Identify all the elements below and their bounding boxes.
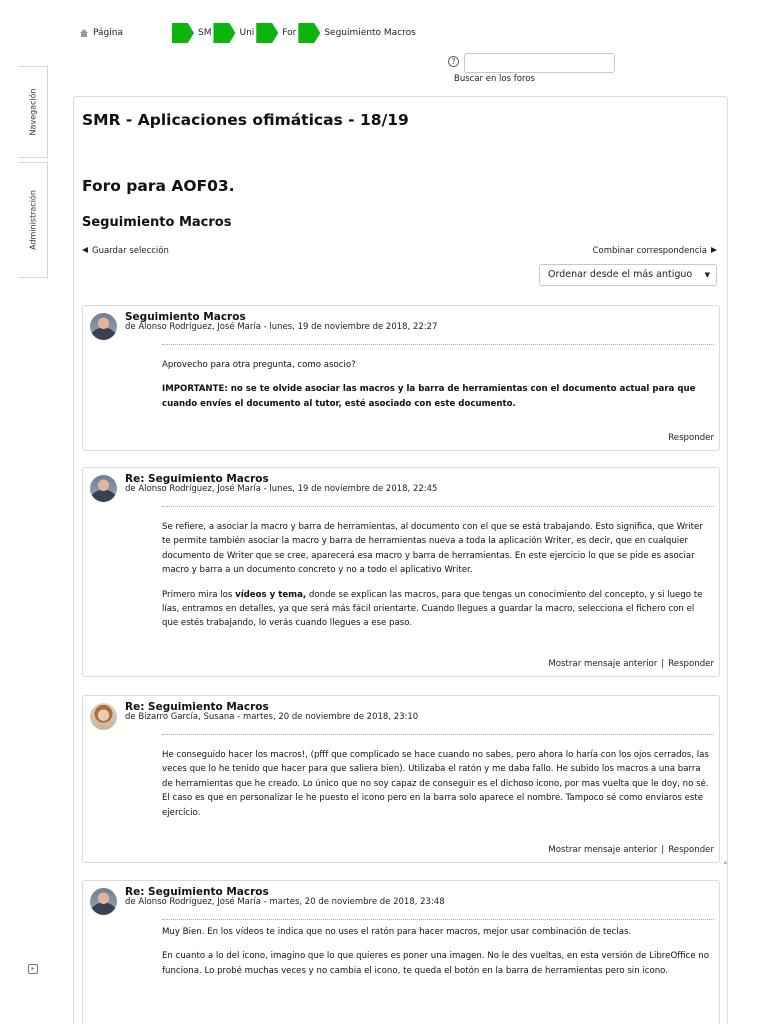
post-subject: Re: Seguimiento Macros (125, 473, 269, 485)
reply-link[interactable]: Responder (668, 433, 714, 443)
post-subject: Re: Seguimiento Macros (125, 701, 269, 713)
post-author-line: de Alonso Rodríguez, José María - lunes, 19 de noviembre de 2018, 22:27 (125, 322, 438, 332)
action-separator: | (661, 845, 665, 855)
avatar[interactable] (90, 888, 117, 915)
breadcrumb-separator-icon (256, 23, 278, 43)
administration-dock-label: Administración (28, 190, 37, 250)
breadcrumb-home[interactable] (80, 28, 172, 38)
show-parent-link[interactable]: Mostrar mensaje anterior (548, 659, 658, 669)
forum-post (82, 305, 720, 451)
post-body (162, 520, 709, 641)
post-body (162, 358, 709, 421)
post-body (162, 925, 709, 988)
previous-discussion-link[interactable] (82, 246, 169, 256)
post-author-line: de Alonso Rodríguez, José María - lunes, 19 de noviembre de 2018, 22:45 (125, 484, 438, 494)
post-paragraph: En cuanto a lo del icono, imagino que lo que quieres es poner una imagen. No le des vueltas, en esta versión de LibreOffice no funciona. Lo probé muchas veces y no cambia el icono, te queda el botón en la barra de herramientas pero sin icono. (162, 951, 709, 976)
breadcrumb (80, 22, 418, 44)
arrow-right-icon (711, 247, 717, 253)
post-bold-paragraph: IMPORTANTE: no se te olvide asociar las macros y la barra de herramientas con el documento actual para que cuando envíes el documento al tutor, esté asociado con este documento. (162, 384, 696, 409)
reply-link[interactable]: Responder (668, 659, 714, 669)
avatar[interactable] (90, 703, 117, 730)
dock-toggle-icon[interactable]: ▸ (28, 964, 38, 974)
scroll-to-top-icon[interactable]: ˄ (723, 862, 728, 872)
forum-search-input[interactable] (464, 53, 615, 73)
post-subject: Seguimiento Macros (125, 311, 246, 323)
post-divider (162, 344, 714, 345)
sort-order-select[interactable] (539, 264, 717, 286)
post-actions (548, 659, 714, 669)
course-title: SMR - Aplicaciones ofimáticas - 18/19 (82, 111, 409, 129)
previous-discussion-label: Guardar selección (92, 246, 169, 256)
breadcrumb-separator-icon (298, 23, 320, 43)
forum-post (82, 695, 720, 863)
breadcrumb-item-unit[interactable]: Uni (239, 28, 255, 38)
next-discussion-link[interactable] (593, 246, 717, 256)
post-text: Primero mira los (162, 589, 236, 600)
action-separator: | (661, 659, 665, 669)
breadcrumb-home-label: Página (93, 28, 123, 38)
post-body (162, 748, 709, 830)
reply-link[interactable]: Responder (668, 845, 714, 855)
post-paragraph: Muy Bien. En los vídeos te indica que no uses el ratón para hacer macros, mejor usar combinación de teclas. (162, 927, 632, 937)
chevron-down-icon: ▼ (704, 271, 710, 279)
administration-dock-tab[interactable] (18, 162, 48, 278)
breadcrumb-item-course[interactable]: SM (198, 28, 212, 38)
show-parent-link[interactable]: Mostrar mensaje anterior (548, 845, 658, 855)
breadcrumb-separator-icon (172, 23, 194, 43)
post-actions (548, 845, 714, 855)
discussion-title: Seguimiento Macros (82, 215, 232, 230)
arrow-left-icon (82, 247, 88, 253)
forum-post (82, 467, 720, 677)
home-icon (80, 29, 88, 37)
post-text: donde se explican las macros, para que tengas un conocimiento del concepto, y si luego te lías, entramos en detalles, ya que será más fácil orientarte. Cuando llegues a guardar la macro, selecciona el fichero con el que estés trabajando, lo verás cuando llegues a ese paso. (162, 589, 703, 629)
breadcrumb-item-discussion: Seguimiento Macros (324, 28, 416, 38)
avatar[interactable] (90, 475, 117, 502)
avatar[interactable] (90, 313, 117, 340)
forum-post (82, 880, 720, 1024)
post-author-line: de Alonso Rodríguez, José María - martes, 20 de noviembre de 2018, 23:48 (125, 897, 445, 907)
post-actions (668, 433, 714, 443)
post-divider (162, 734, 714, 735)
navigation-dock-label: Navegación (28, 88, 37, 136)
forum-title: Foro para AOF03. (82, 177, 235, 195)
post-paragraph: Se refiere, a asociar la macro y barra de herramientas, al documento con el que se está trabajando. Esto significa, que Writer te permite también asociar la macro y barra de herramientas nueva a toda la aplicación Writer, es decir, que en cualquier documento de Writer que se cree, aparecerá esa macro y barra de herramientas. En este ejercicio lo que se pide es asociar macro y barra a un documento concreto y no a todo el aplicativo Writer. (162, 522, 703, 576)
sort-order-value: Ordenar desde el más antiguo (548, 269, 693, 280)
help-icon[interactable]: ? (448, 56, 459, 67)
post-divider (162, 919, 714, 920)
post-bold-text: vídeos y tema, (235, 589, 307, 600)
post-paragraph: Aprovecho para otra pregunta, como asocio? (162, 360, 356, 370)
breadcrumb-separator-icon (213, 23, 235, 43)
main-content (73, 96, 728, 1024)
breadcrumb-item-forum[interactable]: For (282, 28, 297, 38)
navigation-dock-tab[interactable] (18, 66, 48, 158)
post-author-line: de Bizarro García, Susana - martes, 20 de noviembre de 2018, 23:10 (125, 712, 419, 722)
post-divider (162, 506, 714, 507)
forum-search-label: Buscar en los foros (454, 74, 535, 84)
post-paragraph (162, 588, 709, 631)
post-subject: Re: Seguimiento Macros (125, 886, 269, 898)
post-paragraph: He conseguido hacer los macros!, (pfff que complicado se hace cuando no sabes, pero ahora lo haría con los ojos cerrados, las veces que lo he tenido que hacer para que saliera bien). Utilizaba el ratón y me daba fallo. He subido los macros a una barra de herramientas que he creado. Lo único que no soy capaz de conseguir es el dichoso icono, por mas vuelta que le doy, no sé. El caso es que en personalizar le he puesto el icono pero en la barra solo aparece el nombre. Tampoco sé como enviaros este ejercício. (162, 750, 709, 818)
next-discussion-label: Combinar correspondencia (592, 246, 707, 256)
